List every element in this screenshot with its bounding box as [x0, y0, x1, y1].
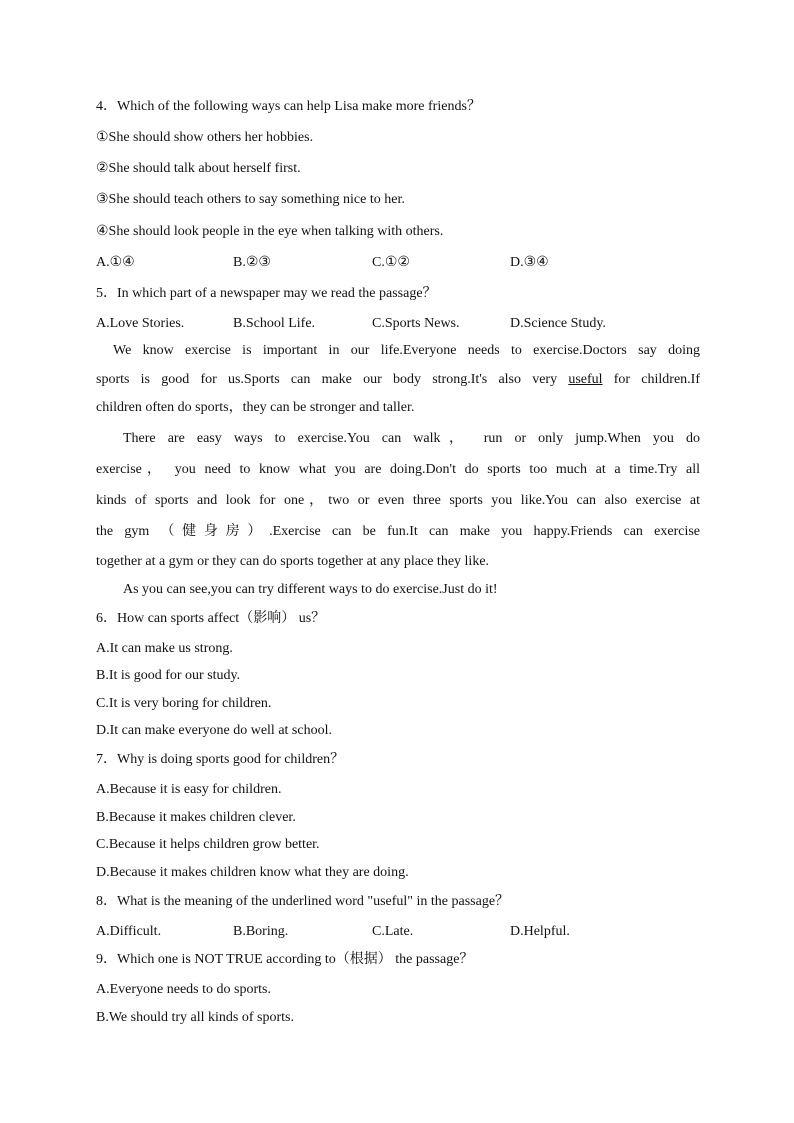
passage-p1-line-1: We know exercise is important in our life.Everyone needs to exercise.Doctors say doing [113, 343, 700, 358]
q6-option-b: B.It is good for our study. [96, 668, 241, 683]
q8-option-c: C.Late. [372, 924, 414, 939]
q8-option-a: A.Difficult. [96, 924, 162, 939]
q5-option-a: A.Love Stories. [96, 316, 185, 331]
passage-p2-line-3: kinds of sports and look for one，two or even three sports you like.You can also exercise at [96, 493, 700, 508]
passage-p1-line-3: children often do sports，they can be stronger and taller. [96, 400, 415, 415]
q7-option-c: C.Because it helps children grow better. [96, 837, 320, 852]
q4-question: 4．Which of the following ways can help Lisa make more friends？ [96, 99, 481, 114]
passage-p2-line-5: together at a gym or they can do sports together at any place they like. [96, 554, 490, 569]
q5-option-b: B.School Life. [233, 316, 316, 331]
q6-option-c: C.It is very boring for children. [96, 696, 272, 711]
q5-option-d: D.Science Study. [510, 316, 606, 331]
q8-option-b: B.Boring. [233, 924, 289, 939]
q4-statement-3: ③She should teach others to say something nice to her. [96, 192, 405, 207]
q4-option-c: C.①② [372, 255, 410, 270]
q9-option-a: A.Everyone needs to do sports. [96, 982, 271, 997]
q9-question: 9．Which one is NOT TRUE according to（根据） the passage？ [96, 952, 474, 967]
q6-option-a: A.It can make us strong. [96, 641, 233, 656]
passage-p1-line-2 [96, 371, 700, 389]
q7-question: 7．Why is doing sports good for children？ [96, 752, 345, 767]
q5-option-c: C.Sports News. [372, 316, 460, 331]
q4-statement-4: ④She should look people in the eye when talking with others. [96, 224, 444, 239]
passage-text: sports is good for us.Sports can make our body strong.It's also very [96, 372, 569, 387]
q5-question: 5．In which part of a newspaper may we read the passage？ [96, 286, 437, 301]
q9-option-b: B.We should try all kinds of sports. [96, 1010, 294, 1025]
q6-option-d: D.It can make everyone do well at school. [96, 723, 332, 738]
q8-option-d: D.Helpful. [510, 924, 570, 939]
passage-p2-line-2: exercise， you need to know what you are doing.Don't do sports too much at a time.Try all [96, 462, 700, 477]
q7-option-d: D.Because it makes children know what they are doing. [96, 865, 409, 880]
q8-options [96, 923, 700, 941]
passage-p2-line-1: There are easy ways to exercise.You can walk， run or only jump.When you do [123, 431, 700, 446]
passage-p2-line-4: the gym （健身房）.Exercise can be fun.It can make you happy.Friends can exercise [96, 524, 700, 539]
q6-question: 6．How can sports affect（影响） us？ [96, 611, 326, 626]
q4-statement-2: ②She should talk about herself first. [96, 161, 301, 176]
q4-option-b: B.②③ [233, 255, 271, 270]
q4-statement-1: ①She should show others her hobbies. [96, 130, 314, 145]
q7-option-a: A.Because it is easy for children. [96, 782, 282, 797]
q7-option-b: B.Because it makes children clever. [96, 810, 296, 825]
underlined-word: useful [568, 372, 603, 387]
q4-options [96, 254, 700, 272]
passage-text: for children.If [602, 372, 700, 387]
q4-option-a: A.①④ [96, 255, 135, 270]
q5-options [96, 315, 700, 333]
q4-option-d: D.③④ [510, 255, 549, 270]
q8-question: 8．What is the meaning of the underlined word "useful" in the passage？ [96, 894, 510, 909]
passage-p3-line-1: As you can see,you can try different ways to do exercise.Just do it! [123, 582, 498, 597]
